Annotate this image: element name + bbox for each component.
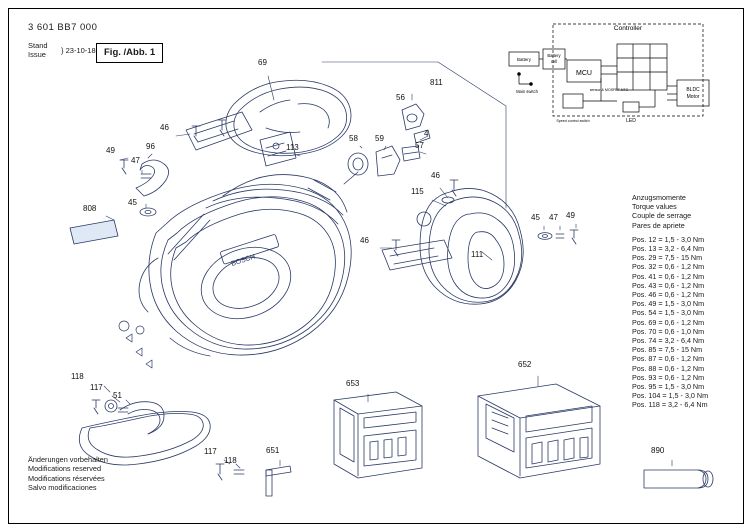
callout-4: 4 <box>424 129 429 138</box>
torque-row: Pos. 49 = 1,5 - 3,0 Nm <box>632 299 705 309</box>
schematic-mcu-label: MCU <box>576 70 592 77</box>
callout-45-a: 45 <box>128 198 137 207</box>
lever-59 <box>376 146 400 176</box>
brand-text: BOSCH <box>230 253 257 268</box>
torque-row: Pos. 85 = 7,5 - 15 Nm <box>632 345 703 355</box>
screw-117-118-right <box>216 464 244 480</box>
callout-651: 651 <box>266 446 280 455</box>
torque-title-en: Torque values <box>632 202 677 212</box>
torque-row: Pos. 70 = 0,6 - 1,0 Nm <box>632 326 705 336</box>
callout-46-a: 46 <box>160 123 169 132</box>
figure-badge: Fig. /Abb. 1 <box>96 43 163 63</box>
schematic-bldc-label-1: BLDC <box>686 87 700 93</box>
stand-label: Stand <box>28 41 48 50</box>
schematic-battery-cell-2: cell <box>550 59 558 64</box>
nameplate-808 <box>70 220 118 244</box>
schematic-battery-label: Battery <box>517 57 531 62</box>
callout-46-b: 46 <box>431 171 440 180</box>
legal-note-en: Modifications reserved <box>28 464 102 474</box>
torque-title-es: Pares de apriete <box>632 220 685 230</box>
callout-49-a: 49 <box>106 146 115 155</box>
callout-117-b: 117 <box>204 447 217 456</box>
callout-118-b: 118 <box>224 456 237 465</box>
schematic-led-label: LED <box>626 118 636 124</box>
torque-row: Pos. 69 = 0,6 - 1,2 Nm <box>632 317 705 327</box>
callout-46-c: 46 <box>360 236 369 245</box>
marker-j <box>417 212 431 226</box>
torque-values-list <box>632 193 708 410</box>
callout-117-a: 117 <box>90 383 103 392</box>
callout-59: 59 <box>375 134 384 143</box>
torque-row: Pos. 88 = 0,6 - 1,2 Nm <box>632 363 705 373</box>
legal-notes <box>28 455 108 493</box>
callout-811: 811 <box>430 78 443 87</box>
part-number: 3 601 BB7 000 <box>28 22 98 33</box>
callout-652: 652 <box>518 360 532 369</box>
torque-row: Pos. 104 = 1,5 - 3,0 Nm <box>632 391 709 401</box>
callout-57: 57 <box>415 141 424 150</box>
torque-title-de: Anzugsmomente <box>632 193 686 202</box>
hex-key-651 <box>266 466 291 496</box>
callout-69: 69 <box>258 58 267 67</box>
schematic-bldc-label-2: Motor <box>686 94 700 100</box>
callout-47-a: 47 <box>131 156 140 165</box>
callout-808: 808 <box>83 204 97 213</box>
legal-note-fr: Modifications réservées <box>28 473 105 483</box>
torque-row: Pos. 13 = 3,2 - 6,4 Nm <box>632 244 705 254</box>
callout-45-b: 45 <box>531 213 540 222</box>
callout-113: 113 <box>286 143 299 152</box>
charger-652 <box>478 384 600 478</box>
torque-row: Pos. 41 = 0,6 - 1,2 Nm <box>632 271 705 281</box>
revision-date-value: 23-10-18 <box>65 46 96 55</box>
schematic-main-switch-label: Main switch <box>516 89 538 94</box>
torque-row: Pos. 43 = 0,6 - 1,2 Nm <box>632 280 705 290</box>
main-housing-body <box>139 175 351 356</box>
knob-58 <box>344 153 368 184</box>
legal-note-es: Salvo modificaciones <box>28 483 97 493</box>
right-housing-cover <box>420 188 523 304</box>
torque-row: Pos. 32 = 0,6 - 1,2 Nm <box>632 262 705 272</box>
torque-row: Pos. 87 = 0,6 - 1,2 Nm <box>632 354 705 364</box>
torque-row: Pos. 93 = 0,6 - 1,2 Nm <box>632 372 705 382</box>
callout-653: 653 <box>346 379 360 388</box>
right-mount-plate <box>382 240 452 270</box>
callout-51: 51 <box>113 391 122 400</box>
callout-49-b: 49 <box>566 211 575 220</box>
callout-47-b: 47 <box>549 213 558 222</box>
callout-890: 890 <box>651 446 665 455</box>
callout-56: 56 <box>396 93 405 102</box>
callout-115: 115 <box>411 187 424 196</box>
callout-96: 96 <box>146 142 155 151</box>
battery-pack-653 <box>334 392 422 478</box>
issue-label: Issue <box>28 50 46 59</box>
washer-45 <box>140 208 156 216</box>
body-markings <box>119 321 152 368</box>
torque-row: Pos. 95 = 1,5 - 3,0 Nm <box>632 382 705 392</box>
torque-row: Pos. 74 = 3,2 - 6,4 Nm <box>632 336 705 346</box>
torque-row: Pos. 118 = 3,2 - 6,4 Nm <box>632 400 708 410</box>
callout-111: 111 <box>471 250 484 259</box>
legal-note-de: Änderungen vorbehalten <box>28 455 108 464</box>
schematic-battery-cell-1: Battery <box>547 53 561 58</box>
schematic-speed-switch-label: Speed control switch <box>556 119 590 123</box>
schematic-title: Controller <box>613 25 643 32</box>
torque-row: Pos. 46 = 0,6 - 1,2 Nm <box>632 290 705 300</box>
torque-title-fr: Couple de serrage <box>632 211 692 221</box>
revision-date: } 23-10-18 <box>61 46 96 55</box>
torque-row: Pos. 54 = 1,5 - 3,0 Nm <box>632 308 705 318</box>
callout-58: 58 <box>349 134 358 143</box>
part-56-roller <box>402 104 424 130</box>
fastener-cluster-right <box>538 230 578 244</box>
callout-118-a: 118 <box>71 372 84 381</box>
torque-row: Pos. 29 = 7,5 - 15 Nm <box>632 253 703 263</box>
grease-tube-890 <box>644 470 713 488</box>
torque-row: Pos. 12 = 1,5 - 3,0 Nm <box>632 234 705 244</box>
schematic-sensor-label: sensor & MOSFET NTC <box>589 88 629 92</box>
